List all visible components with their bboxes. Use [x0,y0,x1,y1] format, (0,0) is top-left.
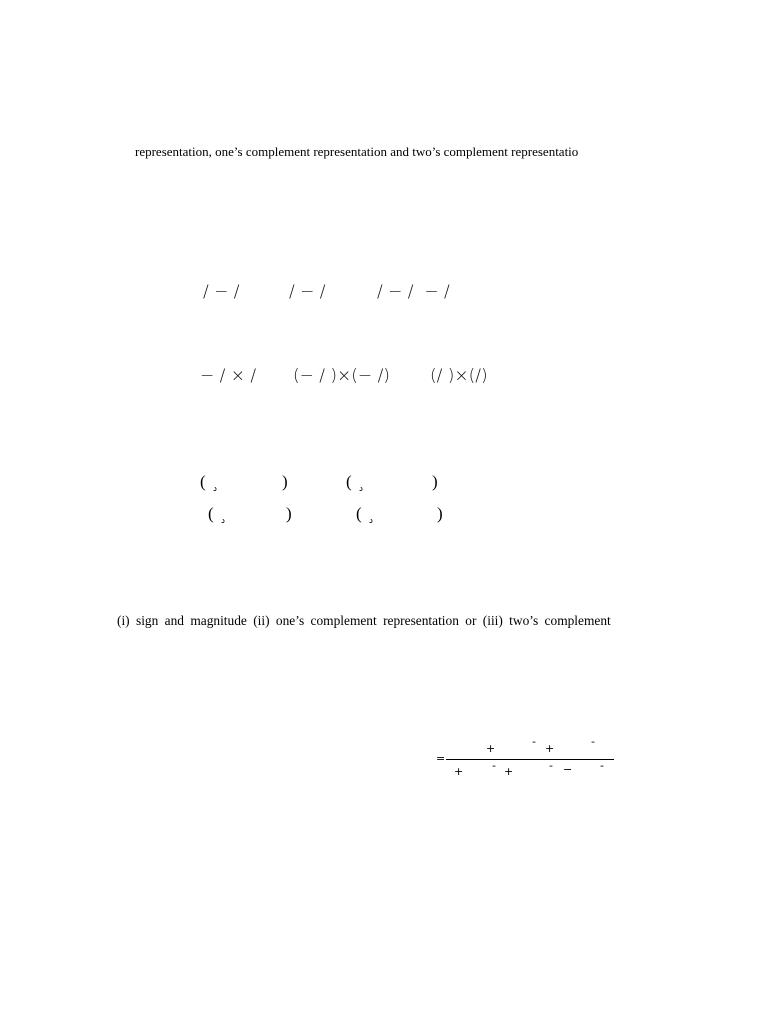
paren-close: ) [432,472,438,491]
paren-close: ) [437,504,443,523]
paren-open: ( [200,472,206,491]
paren-open: ( [208,504,214,523]
expression-2a: − / × / [200,366,257,386]
expression-2c: (/ )×(/) [430,366,488,386]
expression-2b: (− / )×(− /) [293,366,390,386]
formula-equals: = [436,752,446,765]
paren-open: ( [356,504,362,523]
formula-plus: + [504,765,514,778]
fraction-bar [446,759,614,760]
formula-plus: + [454,765,464,778]
formula-plus: + [486,742,496,755]
paren-close: ) [282,472,288,491]
formula-minus: - [600,759,604,772]
paren-close: ) [286,504,292,523]
paren-mark: د [359,484,364,494]
paren-mark: د [213,484,218,494]
paren-mark: د [221,516,226,526]
formula-minus: - [492,759,496,772]
paren-mark: د [369,516,374,526]
formula-plus: + [545,742,555,755]
formula-minus: - [549,759,553,772]
formula-minus: - [532,735,536,748]
paren-open: ( [346,472,352,491]
text-line-methods: (i) sign and magnitude (ii) one’s complement representation or (iii) two’s complement [117,613,611,628]
expression-1a: / − / [203,282,240,302]
text-line-representations: representation, one’s complement representation and two’s complement representatio [135,144,579,159]
formula-dash: − [563,763,573,776]
expression-1c: / − / − / [377,282,450,302]
formula-minus: - [591,735,595,748]
expression-1b: / − / [289,282,326,302]
